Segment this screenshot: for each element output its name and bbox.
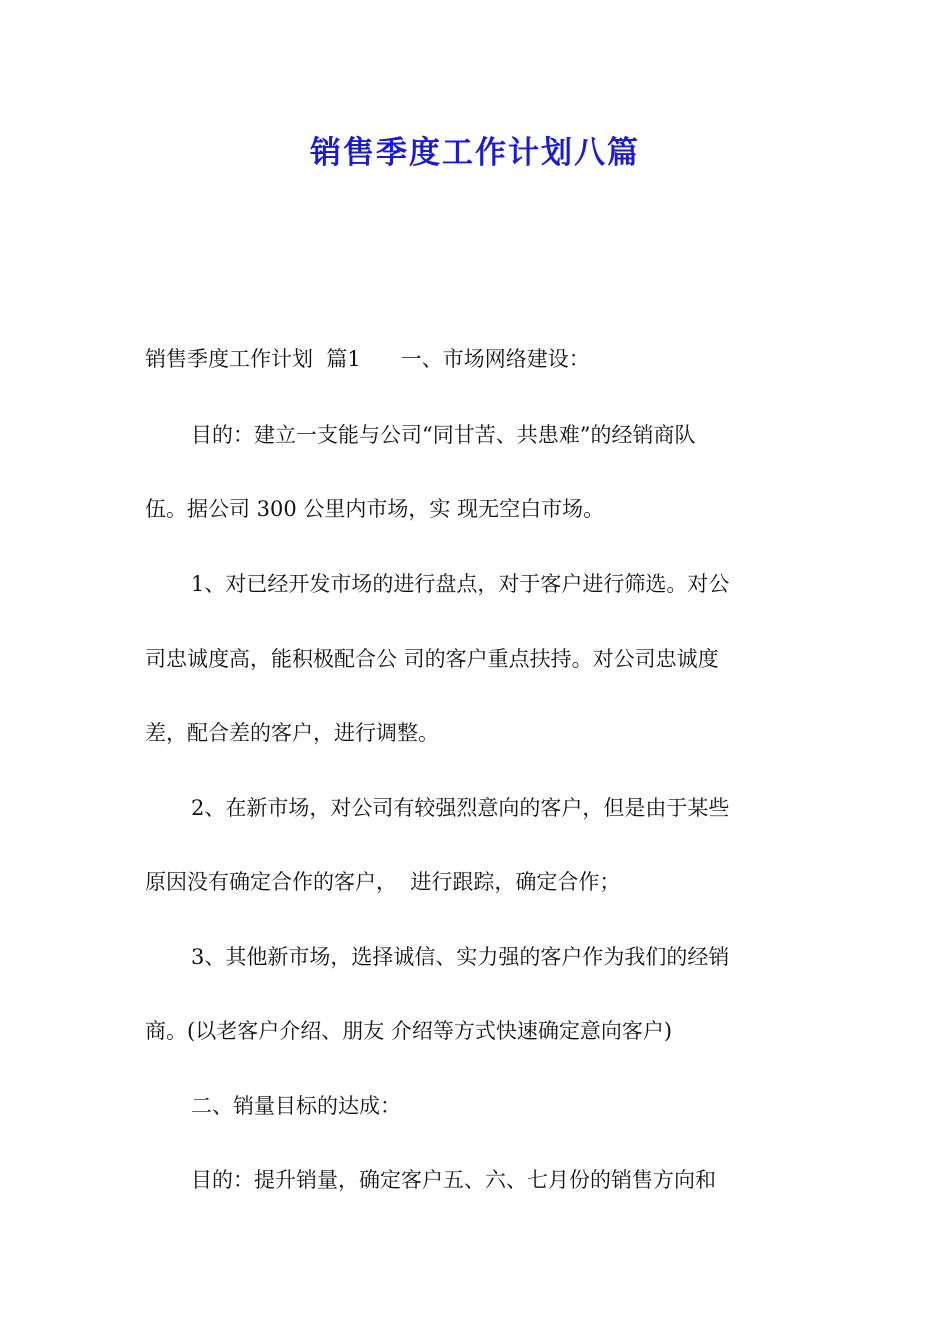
paragraph-line: 差，配合差的客户，进行调整。	[145, 721, 439, 745]
section-heading-line: 二、销量目标的达成：	[191, 1094, 401, 1118]
paragraph-line: 目的：建立一支能与公司“同甘苦、共患难”的经销商队	[191, 423, 696, 447]
paragraph-line: 1、对已经开发市场的进行盘点，对于客户进行筛选。对公	[191, 572, 730, 596]
paragraph-line: 伍。据公司 300 公里内市场，实 现无空白市场。	[145, 497, 605, 521]
paragraph-line: 目的：提升销量，确定客户五、六、七月份的销售方向和	[191, 1168, 716, 1192]
document-title: 销售季度工作计划八篇	[310, 135, 640, 171]
paragraph-line: 原因没有确定合作的客户， 进行跟踪，确定合作；	[145, 870, 621, 894]
paragraph-line: 商。(以老客户介绍、朋友 介绍等方式快速确定意向客户)	[145, 1019, 673, 1043]
paragraph-line: 司忠诚度高，能积极配合公 司的客户重点扶持。对公司忠诚度	[145, 647, 719, 671]
paragraph-line: 2、在新市场，对公司有较强烈意向的客户，但是由于某些	[191, 796, 730, 820]
paragraph-line: 3、其他新市场，选择诚信、实力强的客户作为我们的经销	[191, 945, 730, 969]
section-heading-line: 销售季度工作计划 篇1 一、市场网络建设：	[145, 347, 590, 371]
